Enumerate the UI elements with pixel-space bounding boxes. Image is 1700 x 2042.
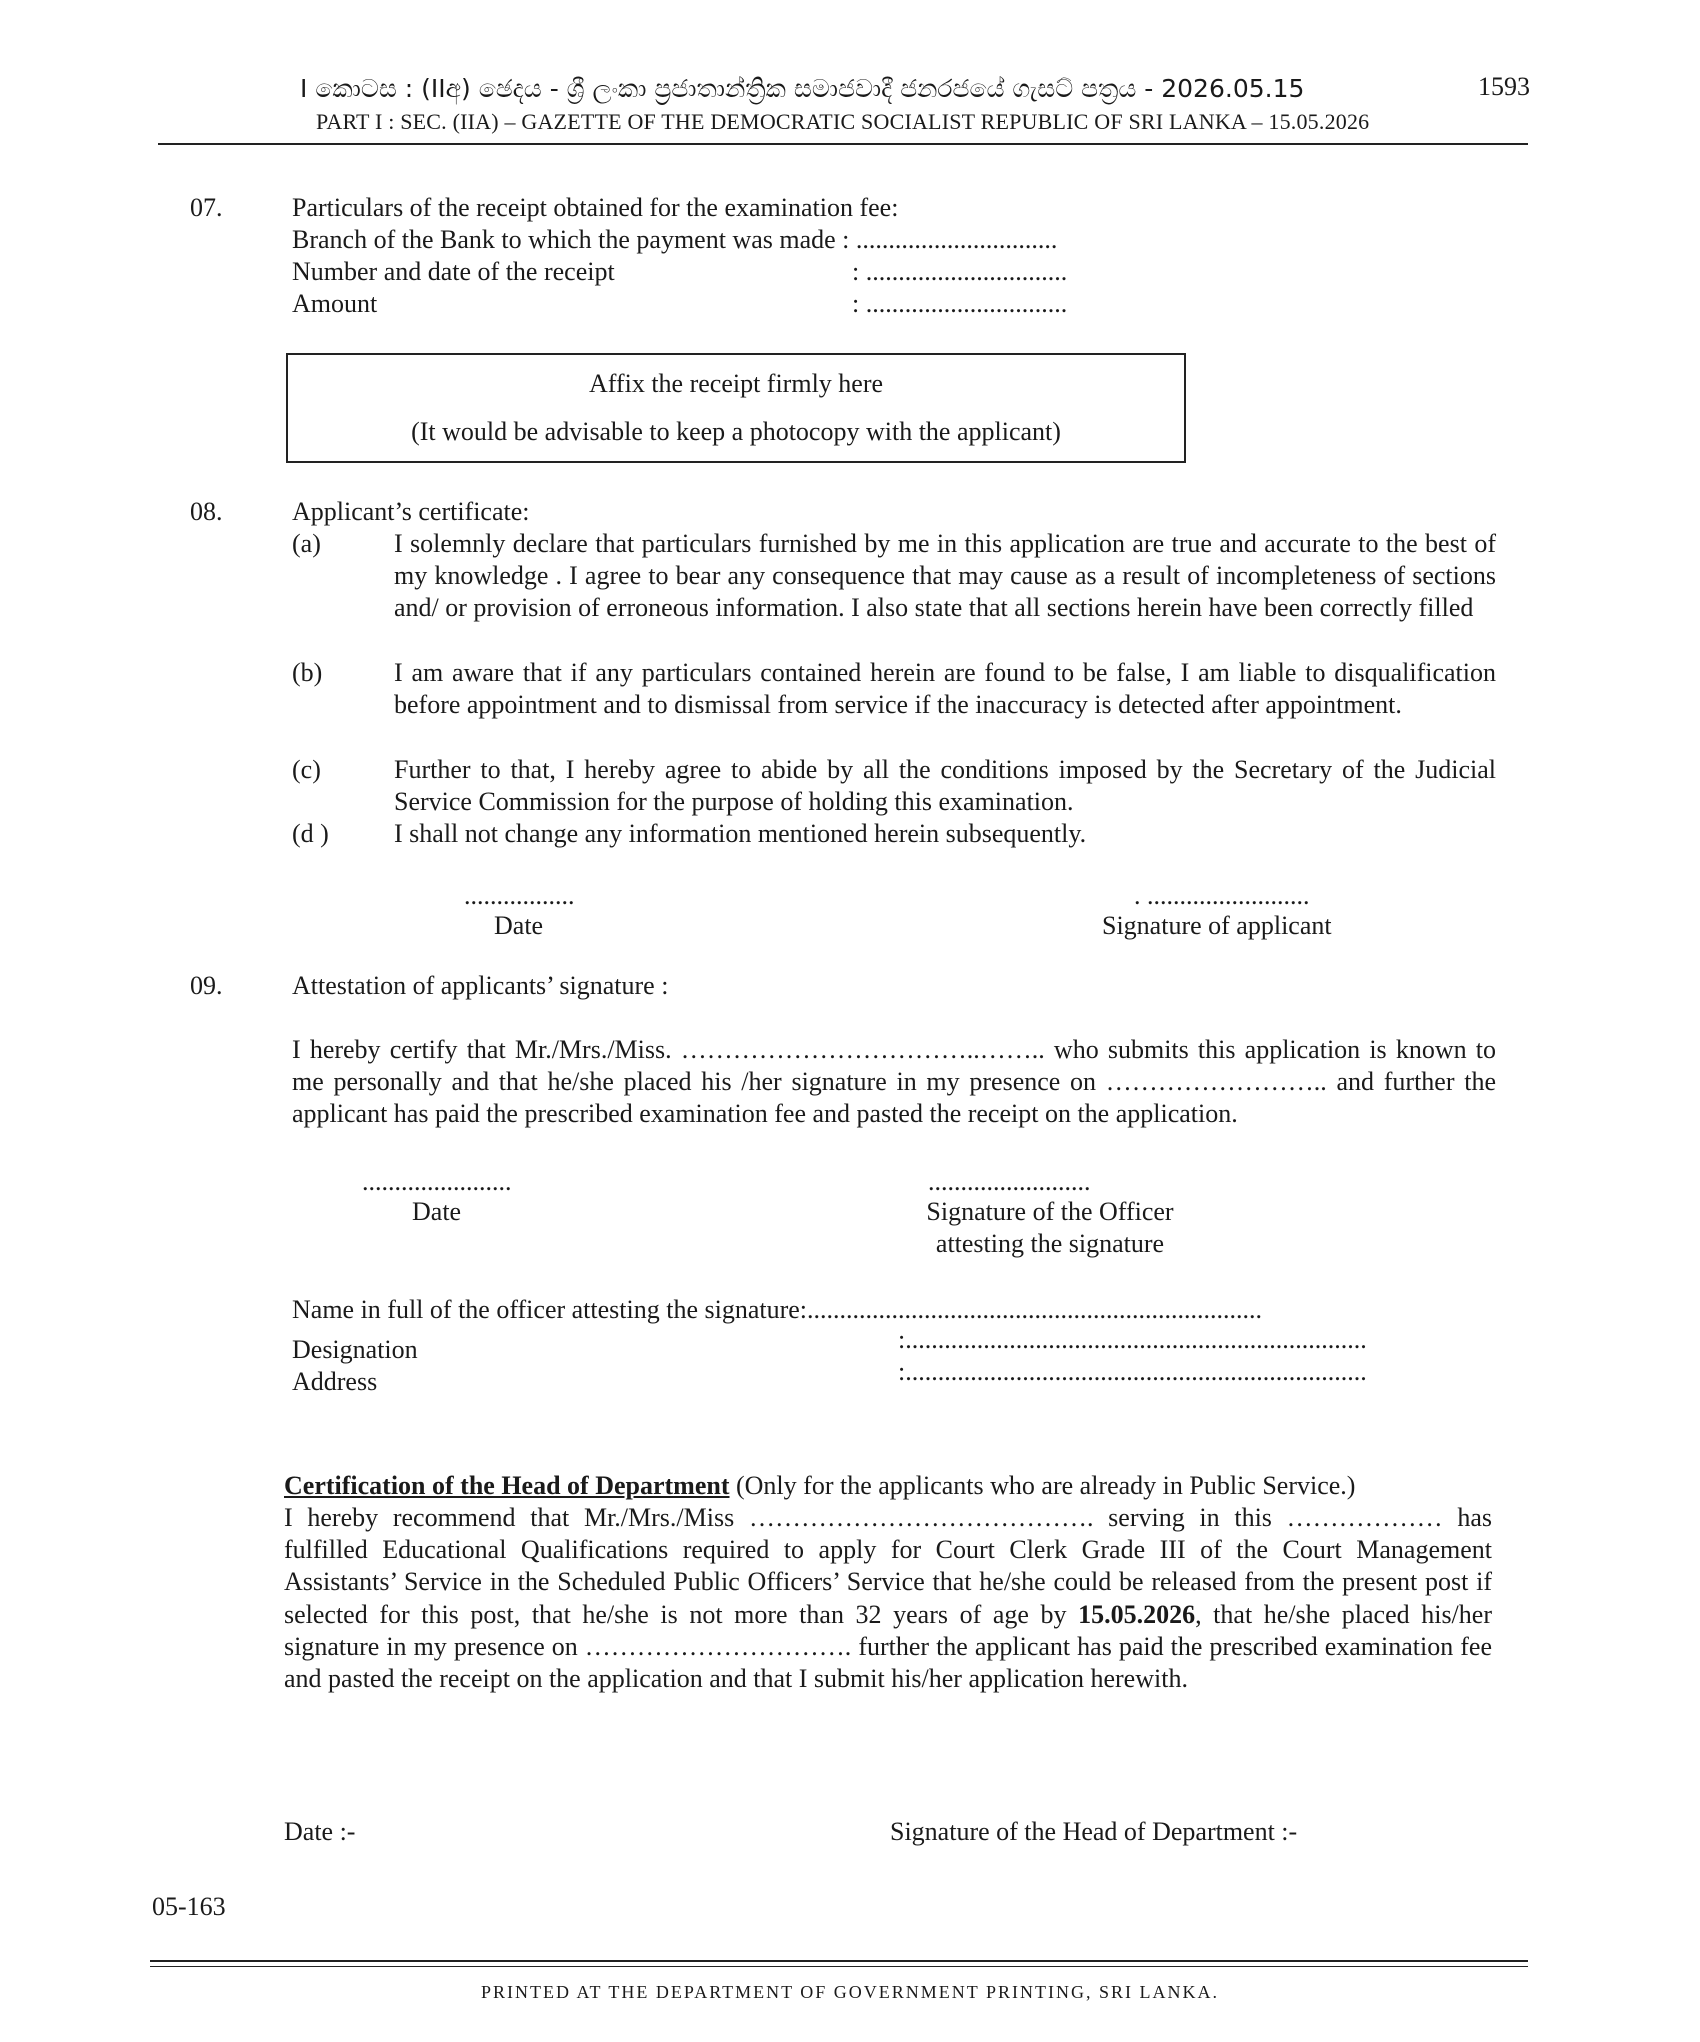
document-code: 05-163 [152, 1892, 226, 1921]
officer-signature-label-1: Signature of the Officer [926, 1197, 1174, 1226]
applicant-date-dots: ................. [464, 881, 575, 910]
section-07-number: 07. [190, 193, 223, 222]
item-d-text: I shall not change any information mentioned herein subsequently. [394, 819, 1087, 848]
designation-label: Designation [292, 1335, 418, 1364]
bank-branch-label: Branch of the Bank to which the payment was made : ............................... [292, 225, 1058, 254]
receipt-number-label: Number and date of the receipt [292, 257, 615, 286]
printer-credit: PRINTED AT THE DEPARTMENT OF GOVERNMENT PRINTING, SRI LANKA. [481, 1982, 1219, 2002]
section-08-title: Applicant’s certificate: [292, 497, 530, 526]
header-english-line: PART I : SEC. (IIA) – GAZETTE OF THE DEMOCRATIC SOCIALIST REPUBLIC OF SRI LANKA – 15.05.2026 [316, 109, 1370, 134]
head-cert-title-note: (Only for the applicants who are already in Public Service.) [729, 1471, 1356, 1500]
footer-rule-1 [150, 1960, 1528, 1962]
officer-signature-dots: ......................... [928, 1167, 1091, 1196]
receipt-number-field: : ............................... [852, 257, 1068, 286]
receipt-box-line-2: (It would be advisable to keep a photocopy with the applicant) [411, 417, 1061, 446]
designation-field: :....................................................................... [898, 1325, 1367, 1354]
section-08-number: 08. [190, 497, 223, 526]
item-a-text: I solemnly declare that particulars furnished by me in this application are true and accurate to the best of my knowledge . I agree to bear any consequence that may cause as a result of incompleteness of sections and/ or provision of erroneous information. I also state that all sections herein have been correctly filled [394, 529, 1496, 623]
item-b-label: (b) [292, 658, 323, 687]
officer-name-label: Name in full of the officer attesting the signature:...................................................................... [292, 1295, 1263, 1324]
head-date-label: Date :- [284, 1817, 356, 1846]
address-field: :....................................................................... [898, 1357, 1367, 1386]
receipt-box-line-1: Affix the receipt firmly here [588, 369, 884, 398]
footer-rule-2 [150, 1966, 1528, 1967]
header-rule [158, 143, 1528, 145]
amount-field: : ............................... [852, 289, 1068, 318]
item-b-text: I am aware that if any particulars contained herein are found to be false, I am liable to disqualification before appointment and to dismissal from service if the inaccuracy is detected after appointment. [394, 658, 1496, 720]
amount-label: Amount [292, 289, 378, 318]
item-c-text: Further to that, I hereby agree to abide by all the conditions imposed by the Secretary of the Judicial Service Commission for the purpose of holding this examination. [394, 755, 1496, 817]
head-cert-title: Certification of the Head of Department [284, 1471, 730, 1500]
address-label: Address [292, 1367, 378, 1396]
officer-date-dots: ....................... [362, 1167, 512, 1196]
receipt-affix-box [286, 353, 1186, 463]
head-cert-body-part-2: , that he/she placed his/her signature in my presence on …………………………. further the applicant has paid the prescribed examination fee and pasted the receipt on the application and that I submit his/her application herewith. [284, 1599, 1492, 1694]
item-a-label: (a) [292, 529, 321, 558]
section-07-title: Particulars of the receipt obtained for the examination fee: [292, 193, 899, 222]
section-09-number: 09. [190, 971, 223, 1000]
attestation-body: I hereby certify that Mr./Mrs./Miss. ……………………………..…….. who submits this application is known to me personally and that he/she placed his /her signature in my presence on …………………….. and further the applicant has paid the prescribed examination fee and pasted the receipt on the application. [292, 1035, 1496, 1129]
head-cert-heading [284, 1470, 1492, 1502]
item-c-label: (c) [292, 755, 321, 784]
header-sinhala-line: I කොටස : (IIඅ) ඡෙදය - ශ්‍රී ලංකා ප්‍රජාතාන්ත්‍රික සමාජවාදී ජනරජයේ ගැසට් පත්‍රය - 2026.05.15 [300, 74, 1305, 103]
applicant-date-label: Date [494, 911, 544, 940]
head-cert-body-part-1: I hereby recommend that Mr./Mrs./Miss …………………………………. serving in this ……………… has fulfilled Educational Qualifications required to apply for Court Clerk Grade III of the Court Management Assistants’ Service in the Scheduled Public Officers’ Service that he/she could be released from the present post if selected for this post, that he/she is not more than 32 years of age by [284, 1503, 1492, 1629]
head-signature-label: Signature of the Head of Department :- [890, 1817, 1298, 1846]
page-number: 1593 [1478, 72, 1530, 101]
item-d-label: (d ) [292, 819, 329, 848]
officer-signature-label-2: attesting the signature [935, 1229, 1165, 1258]
applicant-signature-label: Signature of applicant [1102, 911, 1332, 940]
section-09-title: Attestation of applicants’ signature : [292, 971, 669, 1000]
head-cert-body-date: 15.05.2026 [1078, 1599, 1196, 1629]
head-cert-body [284, 1502, 1492, 1695]
officer-date-label: Date [412, 1197, 462, 1226]
applicant-signature-dots: . ......................... [1134, 881, 1310, 910]
